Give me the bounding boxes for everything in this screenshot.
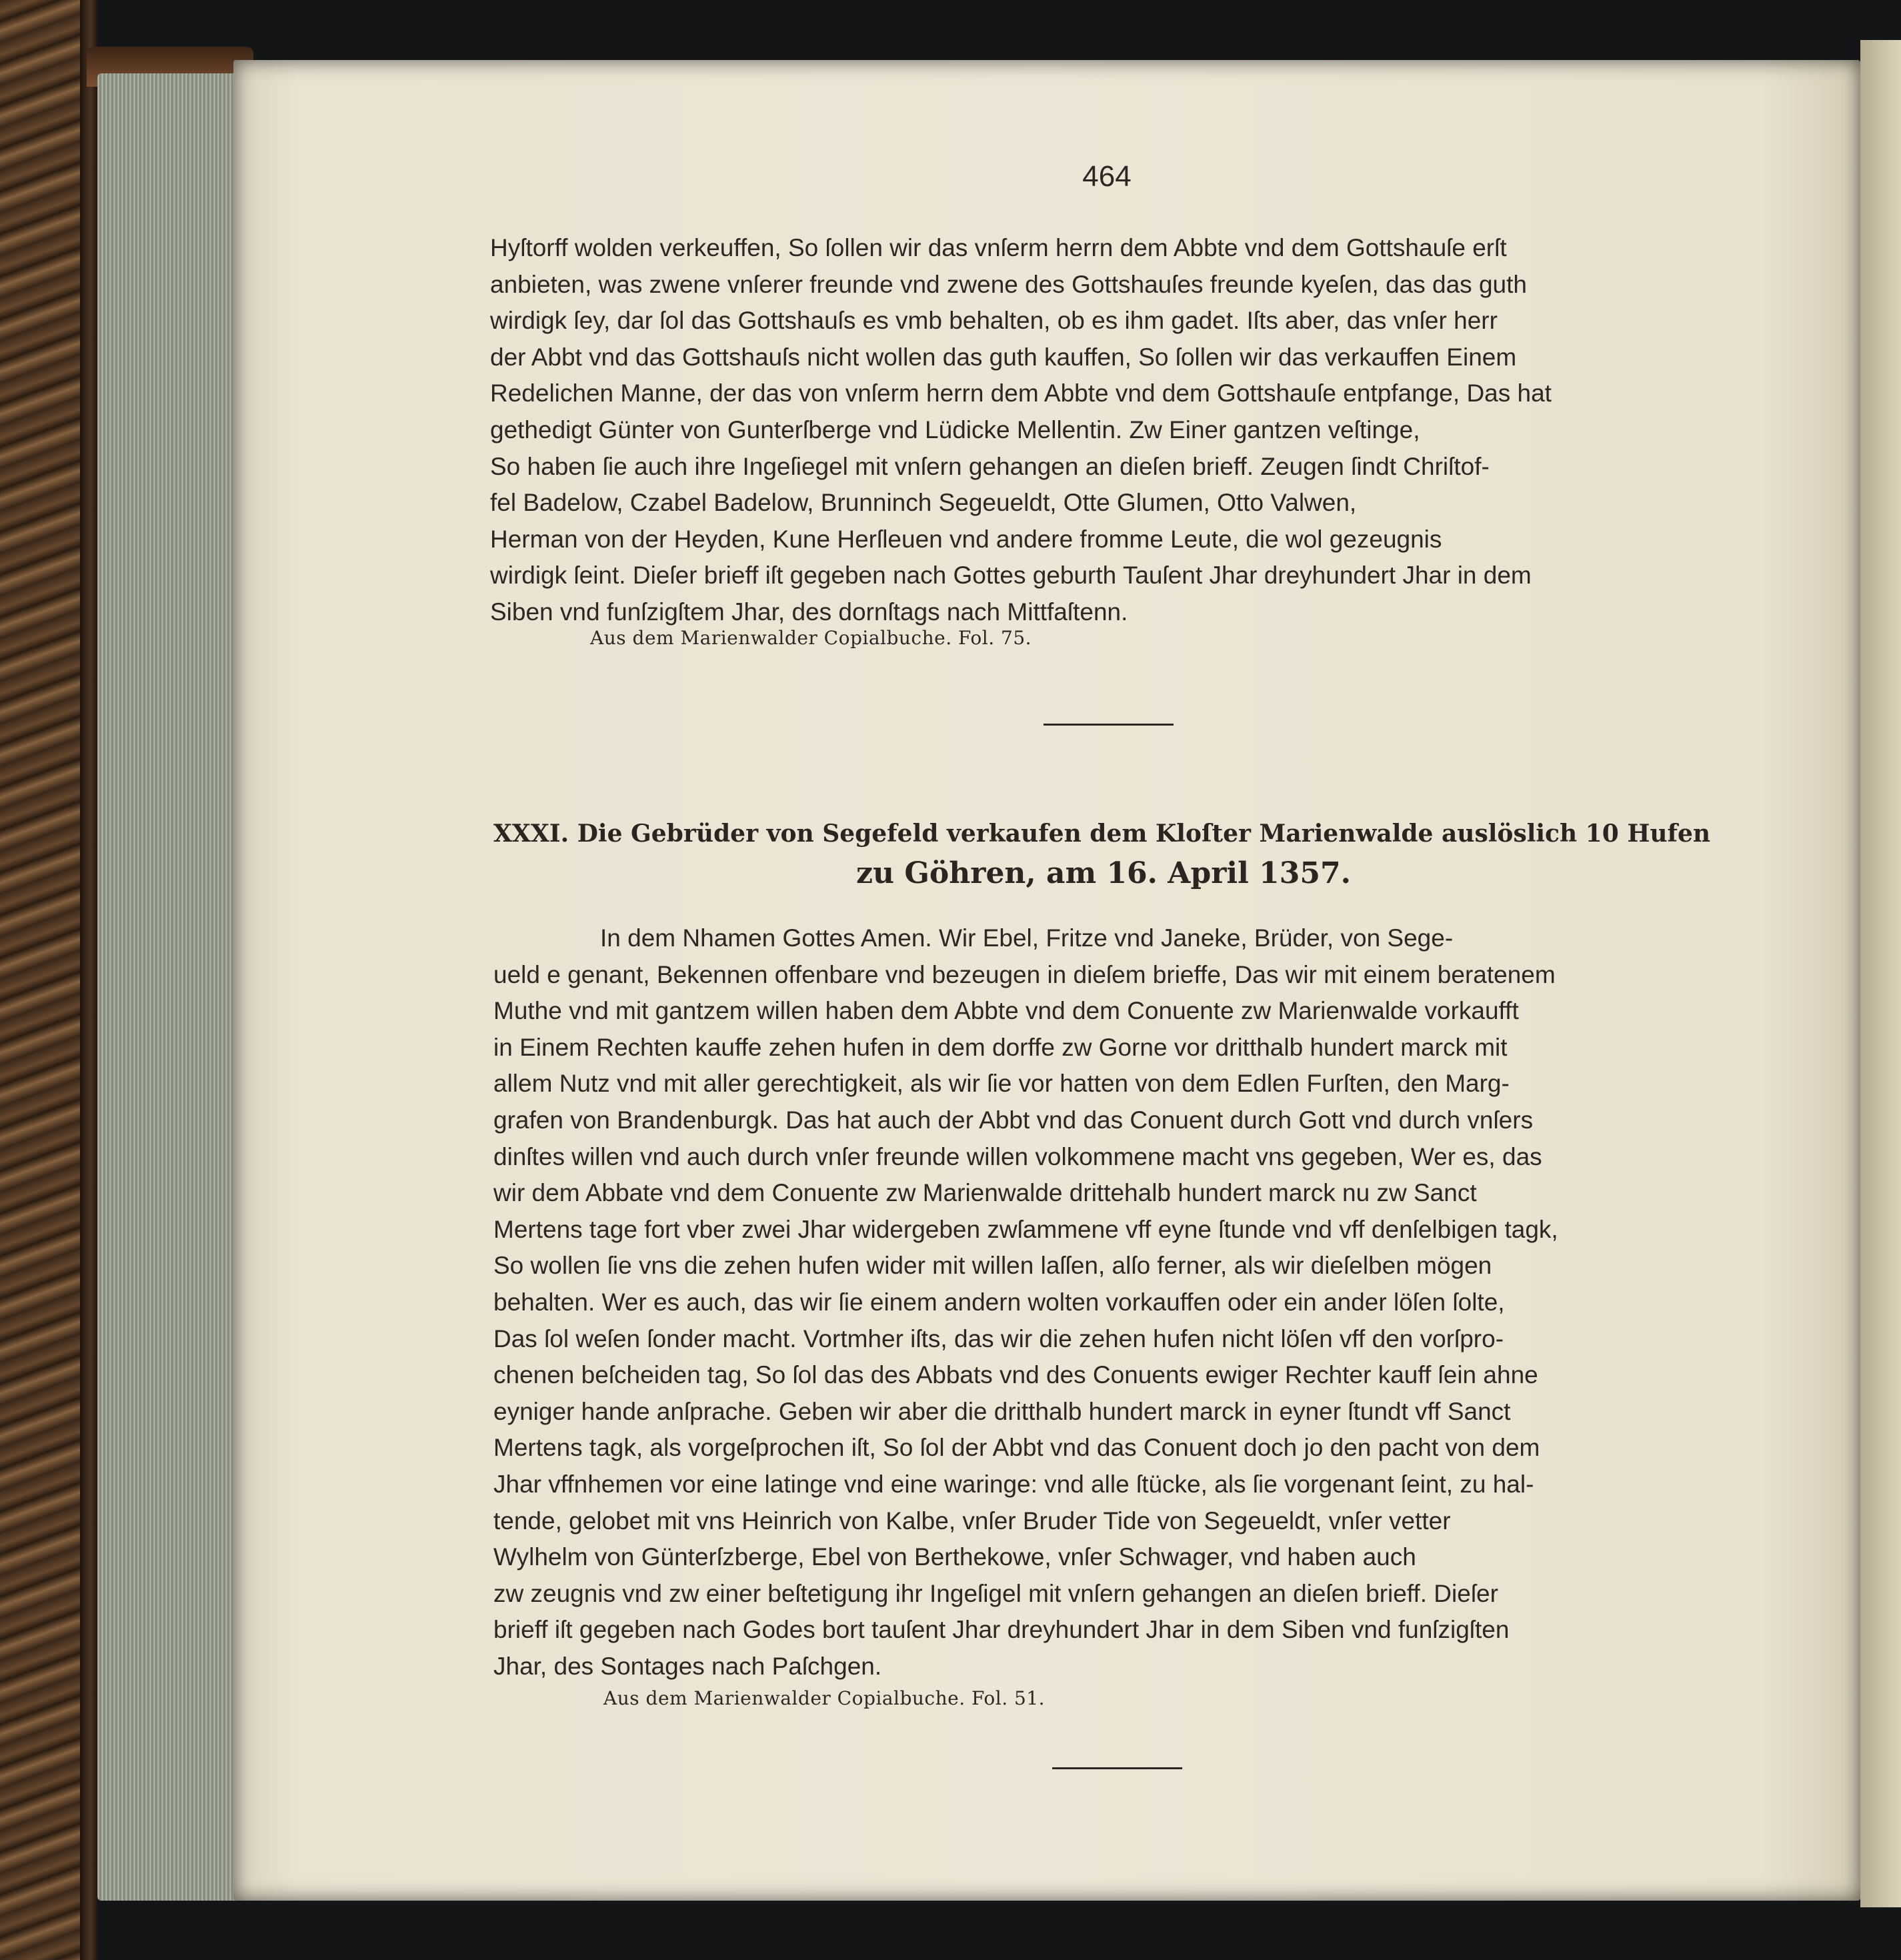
continuation-line: So haben ſie auch ihre Ingeſiegel mit vnſern gehangen an dieſen brieff. Zeugen ſindt Chriſtof-: [490, 452, 1490, 480]
body-line: Das ſol weſen ſonder macht. Vortmher iſts, das wir die zehen hufen nicht löſen vff den vorſpro-: [493, 1324, 1504, 1352]
next-page-edge: [1860, 40, 1901, 1907]
body-line: Mertens tage fort vber zwei Jhar widergeben zwſammene vff eyne ſtunde vnd vff denſelbigen tagk,: [493, 1215, 1558, 1243]
body-line: Wylhelm von Günterſzberge, Ebel von Berthekowe, vnſer Schwager, vnd haben auch: [493, 1543, 1416, 1571]
body-line: Muthe vnd mit gantzem willen haben dem Abbte vnd dem Conuente zw Marienwalde vorkaufft: [493, 997, 1519, 1025]
body-line: brieff iſt gegeben nach Godes bort tauſent Jhar dreyhundert Jhar in dem Siben vnd funſzigſten: [493, 1616, 1510, 1644]
continuation-line: wirdigk ſeint. Dieſer brieff iſt gegeben nach Gottes geburth Tauſent Jhar dreyhundert Jhar in dem: [490, 562, 1532, 590]
body-line: Jhar, des Sontages nach Paſchgen.: [493, 1652, 882, 1680]
source-note-2: Aus dem Marienwalder Copialbuche. Fol. 51.: [603, 1687, 1046, 1709]
body-line: allem Nutz vnd mit aller gerechtigkeit, als wir ſie vor hatten von dem Edlen Furſten, den Marg-: [493, 1070, 1510, 1098]
body-line: zw zeugnis vnd zw einer beſtetigung ihr Ingeſigel mit vnſern gehangen an dieſen brieff. Dieſer: [493, 1579, 1498, 1607]
continuation-line: anbieten, was zwene vnſerer freunde vnd zwene des Gottshauſes freunde kyeſen, das das guth: [490, 270, 1527, 298]
cover-edge: [80, 0, 97, 1960]
continuation-line: Hyſtorff wolden verkeuffen, So ſollen wir das vnſerm herrn dem Abbte vnd dem Gottshauſe erſt: [490, 234, 1507, 261]
continuation-line: fel Badelow, Czabel Badelow, Brunninch Segeueldt, Otte Glumen, Otto Valwen,: [490, 489, 1357, 517]
page-number: 464: [1082, 160, 1132, 193]
body-line: wir dem Abbate vnd dem Conuente zw Marienwalde drittehalb hundert marck nu zw Sanct: [493, 1179, 1477, 1207]
body-line: behalten. Wer es auch, das wir ſie einem andern wolten vorkauffen oder ein ander löſen ſolte,: [493, 1288, 1505, 1316]
book-cover: [0, 0, 80, 1960]
document-body: [493, 920, 1734, 1685]
continuation-line: wirdigk ſey, dar ſol das Gottshauſs es vmb behalten, ob es ihm gadet. Iſts aber, das vnſer herr: [490, 307, 1498, 335]
body-line: In dem Nhamen Gottes Amen. Wir Ebel, Fritze vnd Janeke, Brüder, von Sege-: [600, 924, 1454, 952]
continuation-line: gethedigt Günter von Gunterſberge vnd Lüdicke Mellentin. Zw Einer gantzen veſtinge,: [490, 415, 1420, 443]
continuation-line: Redelichen Manne, der das von vnſerm herrn dem Abbte vnd dem Gottshauſe entpfange, Das hat: [490, 379, 1552, 407]
continuation-line: Herman von der Heyden, Kune Herſleuen vnd andere fromme Leute, die wol gezeugnis: [490, 525, 1442, 553]
body-line: Jhar vffnhemen vor eine latinge vnd eine waringe: vnd alle ſtücke, als ſie vorgenant ſeint, zu hal-: [493, 1470, 1534, 1498]
continuation-line: Siben vnd funſzigſtem Jhar, des dornſtags nach Mittfaſtenn.: [490, 598, 1128, 626]
continuation-line: der Abbt vnd das Gottshauſs nicht wollen das guth kauffen, So ſollen wir das verkauffen Einem: [490, 343, 1517, 371]
heading-line-2: zu Göhren, am 16. April 1357.: [856, 856, 1351, 890]
body-line: in Einem Rechten kauffe zehen hufen in dem dorffe zw Gorne vor dritthalb hundert marck mit: [493, 1033, 1508, 1061]
body-line: Mertens tagk, als vorgeſprochen iſt, So ſol der Abbt vnd das Conuent doch jo den pacht von dem: [493, 1434, 1540, 1462]
body-line: dinſtes willen vnd auch durch vnſer freunde willen volkommene macht vns gegeben, Wer es, das: [493, 1142, 1542, 1170]
body-line: chenen beſcheiden tag, So ſol das des Abbats vnd des Conuents ewiger Rechter kauff ſein ahne: [493, 1361, 1538, 1389]
document-heading: [493, 814, 1714, 894]
page-edges: [97, 73, 237, 1901]
section-divider-1: [1044, 724, 1174, 726]
body-line: grafen von Brandenburgk. Das hat auch der Abbt vnd das Conuent durch Gott vnd durch vnſers: [493, 1106, 1534, 1134]
body-line: ueld e genant, Bekennen offenbare vnd bezeugen in dieſem brieffe, Das wir mit einem beratenem: [493, 960, 1556, 988]
heading-line-1: XXXI. Die Gebrüder von Segefeld verkaufen dem Kloſter Marienwalde auslöslich 10 Hufen: [493, 820, 1711, 848]
continuation-paragraph: [490, 230, 1727, 631]
source-note-1: Aus dem Marienwalder Copialbuche. Fol. 75.: [590, 627, 1032, 649]
body-line: So wollen ſie vns die zehen hufen wider mit willen laſſen, alſo ferner, als wir dieſelben mögen: [493, 1252, 1492, 1280]
body-line: eyniger hande anſprache. Geben wir aber die dritthalb hundert marck in eyner ſtundt vff Sanct: [493, 1397, 1511, 1425]
body-line: tende, gelobet mit vns Heinrich von Kalbe, vnſer Bruder Tide von Segeueldt, vnſer vetter: [493, 1507, 1451, 1535]
section-divider-2: [1052, 1767, 1182, 1769]
